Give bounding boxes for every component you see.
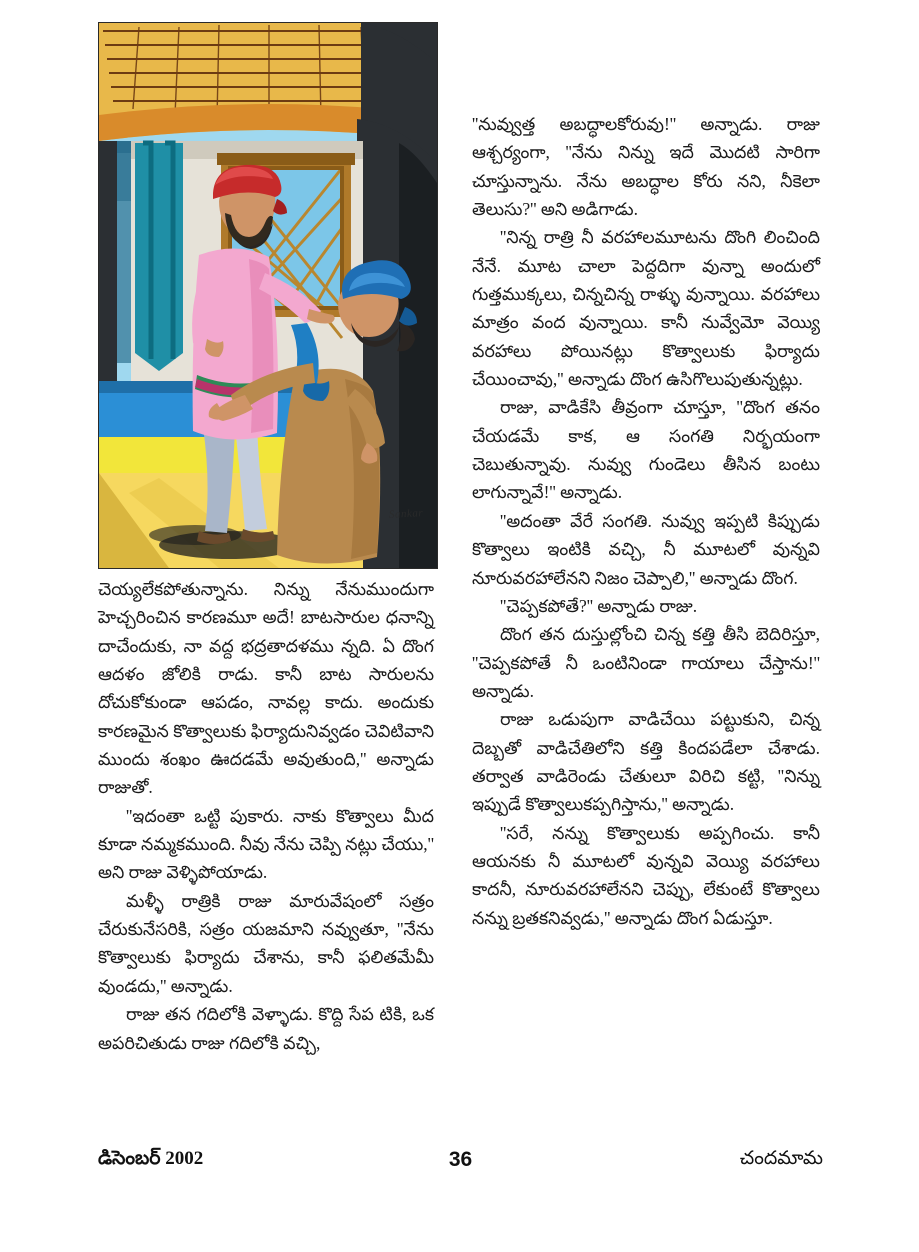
paragraph: రాజు ఒడుపుగా వాడిచేయి పట్టుకుని, చిన్న దెబ్బతో వాడిచేతిలోని కత్తి కిందపడేలా చేశాడు. తర్వాత వాడిరెండు చేతులూ విరిచి కట్టి, ''నిన్ను ఇప్పుడే కొత్వాలుకప్పగిస్తాను,'' అన్నాడు. bbox=[472, 709, 820, 815]
paragraph: చెయ్యలేకపోతున్నాను. నిన్ను నేనుముందుగా హెచ్చరించిన కారణమూ అదే! బాటసారుల ధనాన్ని దాచేందుకు, నా వద్ద భద్రతాదళము న్నది. ఏ దొంగ ఆదళం జోలికి రాడు. కానీ బాట సారులను దోచుకోకుండా ఆపడం, నావల్ల కాదు. అందుకు కారణమైన కొత్వాలుకు ఫిర్యాదునివ్వడం చెవిటివాని ముందు శంఖం ఊదడమే అవుతుంది,'' అన్నాడు రాజుతో. bbox=[98, 579, 434, 798]
paragraph: ''నిన్న రాత్రి నీ వరహాలమూటను దొంగి లించింది నేనే. మూట చాలా పెద్దదిగా వున్నా అందులో గుత్తముక్కలు, చిన్నచిన్న రాళ్ళు వున్నాయి. వరహాలు మాత్రం వంద వున్నాయి. కానీ నువ్వేమో వెయ్యి వరహాలు పోయినట్లు కొత్వాలుకు ఫిర్యాదు చేయించావు,'' అన్నాడు దొంగ ఉసిగొలుపుతున్నట్లు. bbox=[472, 227, 820, 390]
paragraph: మళ్ళీ రాత్రికి రాజు మారువేషంలో సత్రం చేరుకునేసరికి, సత్రం యజమాని నవ్వుతూ, ''నేను కొత్వాలుకు ఫిర్యాదు చేశాను, కానీ ఫలితమేమీ వుండదు,'' అన్నాడు. bbox=[98, 890, 434, 996]
footer-magazine-name: చందమామ bbox=[739, 1148, 823, 1169]
paragraph: ''సరే, నన్ను కొత్వాలుకు అప్పగించు. కానీ ఆయనకు నీ మూటలో వున్నవి వెయ్యి వరహాలు కాదనీ, నూరువరహాలేనని చెప్పు, లేకుంటే కొత్వాలు నన్ను బ్రతకనివ్వడు,'' అన్నాడు దొంగ ఏడుస్తూ. bbox=[472, 822, 820, 928]
story-illustration bbox=[98, 22, 438, 569]
illustration-signature: Sankar bbox=[388, 507, 424, 521]
page-content bbox=[98, 22, 823, 1112]
paragraph: ''నువ్వుత్త అబద్ధాలకోరువు!'' అన్నాడు. రాజు ఆశ్చర్యంగా, ''నేను నిన్ను ఇదే మొదటి సారిగా చూస్తున్నాను. నేను అబద్ధాల కోరు నని, నీకెలా తెలుసు?'' అని అడిగాడు. bbox=[472, 114, 820, 220]
right-text-column bbox=[472, 110, 820, 932]
paragraph: ''ఇదంతా ఒట్టి పుకారు. నాకు కొత్వాలు మీద కూడా నమ్మకముంది. నీవు నేను చెప్పి నట్లు చేయు,'' అని రాజు వెళ్ళిపోయాడు. bbox=[98, 805, 434, 883]
left-text-column bbox=[98, 575, 434, 1057]
page-footer bbox=[98, 1148, 823, 1178]
illustration-artwork bbox=[99, 23, 437, 568]
paragraph: ''అదంతా వేరే సంగతి. నువ్వు ఇప్పటి కిప్పుడు కొత్వాలు ఇంటికి వచ్చి, నీ మూటలో వున్నవి నూరువరహాలేనని నిజం చెప్పాలి,'' అన్నాడు దొంగ. bbox=[472, 510, 820, 588]
footer-issue-date: డిసెంబర్ 2002 bbox=[98, 1148, 204, 1169]
paragraph: దొంగ తన దుస్తుల్లోంచి చిన్న కత్తి తీసి బెదిరిస్తూ, ''చెప్పకపోతే నీ ఒంటినిండా గాయాలు చేస్తాను!'' అన్నాడు. bbox=[472, 624, 820, 701]
paragraph: రాజు, వాడికేసి తీవ్రంగా చూస్తూ, ''దొంగ తనం చేయడమే కాక, ఆ సంగతి నిర్భయంగా చెబుతున్నావు. నువ్వు గుండెలు తీసిన బంటు లాగున్నావే!'' అన్నాడు. bbox=[472, 397, 820, 503]
paragraph: ''చెప్పకపోతే?'' అన్నాడు రాజు. bbox=[500, 595, 698, 616]
page-number: 36 bbox=[448, 1148, 473, 1171]
paragraph: రాజు తన గదిలోకి వెళ్ళాడు. కొద్ది సేప టికి, ఒక అపరిచితుడు రాజు గదిలోకి వచ్చి, bbox=[98, 1004, 434, 1053]
